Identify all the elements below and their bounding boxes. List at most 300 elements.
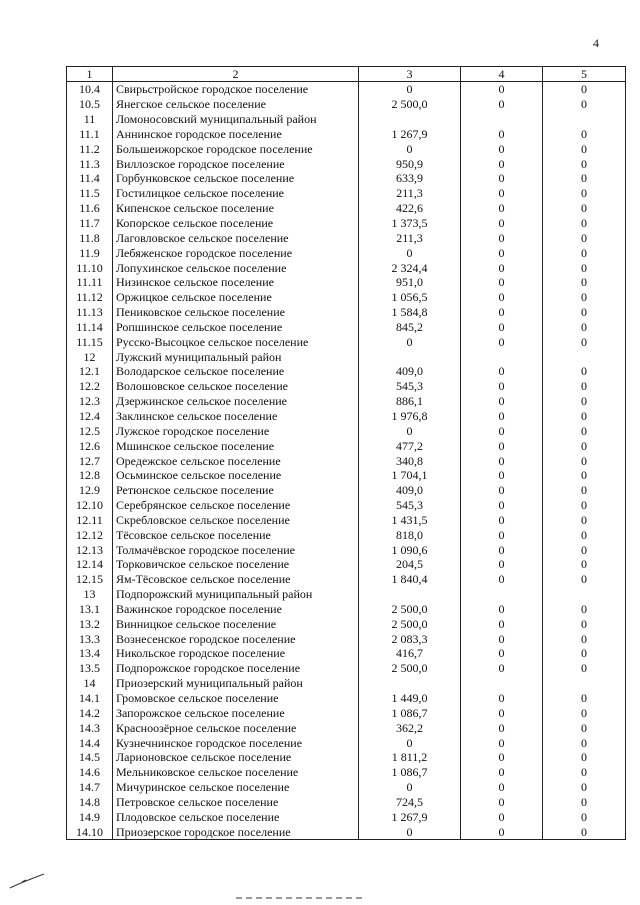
settlement-name-cell: Русско-Высоцкое сельское поселение xyxy=(113,334,359,349)
column-4-cell: 0 xyxy=(461,127,543,142)
column-4-cell: 0 xyxy=(461,824,543,839)
settlement-name-cell: Ломоносовский муниципальный район xyxy=(113,112,359,127)
column-4-cell xyxy=(461,676,543,691)
amount-cell xyxy=(359,112,461,127)
column-5-cell: 0 xyxy=(543,438,626,453)
column-5-cell: 0 xyxy=(543,735,626,750)
settlement-name-cell: Мшинское сельское поселение xyxy=(113,438,359,453)
row-number-cell: 12.13 xyxy=(67,542,113,557)
column-5-cell: 0 xyxy=(543,542,626,557)
amount-cell: 409,0 xyxy=(359,483,461,498)
table-row xyxy=(67,334,626,349)
column-5-cell: 0 xyxy=(543,631,626,646)
row-number-cell: 12.4 xyxy=(67,409,113,424)
column-5-cell: 0 xyxy=(543,409,626,424)
row-number-cell: 11.15 xyxy=(67,334,113,349)
settlement-name-cell: Лаговловское сельское поселение xyxy=(113,230,359,245)
column-4-cell: 0 xyxy=(461,82,543,97)
row-number-cell: 11.7 xyxy=(67,216,113,231)
row-number-cell: 11.12 xyxy=(67,290,113,305)
row-number-cell: 11.4 xyxy=(67,171,113,186)
amount-cell: 1 373,5 xyxy=(359,216,461,231)
column-5-cell: 0 xyxy=(543,824,626,839)
amount-cell: 1 811,2 xyxy=(359,750,461,765)
settlement-name-cell: Пениковское сельское поселение xyxy=(113,305,359,320)
column-4-cell: 0 xyxy=(461,483,543,498)
table-row xyxy=(67,557,626,572)
column-4-cell: 0 xyxy=(461,809,543,824)
row-number-cell: 11.6 xyxy=(67,201,113,216)
settlement-name-cell: Приозерское городское поселение xyxy=(113,824,359,839)
table-row xyxy=(67,468,626,483)
column-4-cell: 0 xyxy=(461,409,543,424)
amount-cell: 0 xyxy=(359,334,461,349)
column-5-cell: 0 xyxy=(543,498,626,513)
amount-cell: 633,9 xyxy=(359,171,461,186)
column-5-cell: 0 xyxy=(543,527,626,542)
row-number-cell: 11.3 xyxy=(67,156,113,171)
table-row xyxy=(67,260,626,275)
amount-cell: 1 086,7 xyxy=(359,705,461,720)
column-4-cell: 0 xyxy=(461,260,543,275)
row-number-cell: 14.2 xyxy=(67,705,113,720)
settlement-name-cell: Скребловское сельское поселение xyxy=(113,512,359,527)
amount-cell: 1 976,8 xyxy=(359,409,461,424)
row-number-cell: 12.5 xyxy=(67,423,113,438)
row-number-cell: 12.7 xyxy=(67,453,113,468)
row-number-cell: 11.13 xyxy=(67,305,113,320)
amount-cell: 211,3 xyxy=(359,230,461,245)
column-4-cell: 0 xyxy=(461,602,543,617)
row-number-cell: 14.8 xyxy=(67,795,113,810)
row-number-cell: 14.5 xyxy=(67,750,113,765)
row-number-cell: 12.1 xyxy=(67,364,113,379)
column-5-cell xyxy=(543,349,626,364)
column-5-cell: 0 xyxy=(543,765,626,780)
column-5-cell: 0 xyxy=(543,245,626,260)
amount-cell: 362,2 xyxy=(359,720,461,735)
row-number-cell: 11 xyxy=(67,112,113,127)
settlement-name-cell: Ропшинское сельское поселение xyxy=(113,320,359,335)
amount-cell: 0 xyxy=(359,82,461,97)
column-4-cell: 0 xyxy=(461,616,543,631)
table-row xyxy=(67,423,626,438)
row-number-cell: 13.2 xyxy=(67,616,113,631)
table-body xyxy=(67,82,626,840)
column-5-cell: 0 xyxy=(543,82,626,97)
amount-cell: 0 xyxy=(359,780,461,795)
amount-cell: 2 324,4 xyxy=(359,260,461,275)
column-4-cell: 0 xyxy=(461,334,543,349)
column-5-cell: 0 xyxy=(543,616,626,631)
column-4-cell: 0 xyxy=(461,438,543,453)
amount-cell: 1 056,5 xyxy=(359,290,461,305)
row-number-cell: 11.14 xyxy=(67,320,113,335)
column-4-cell: 0 xyxy=(461,186,543,201)
row-number-cell: 12.14 xyxy=(67,557,113,572)
scan-artifact xyxy=(236,897,366,899)
column-5-cell: 0 xyxy=(543,364,626,379)
settlement-name-cell: Виллозское городское поселение xyxy=(113,156,359,171)
column-4-cell: 0 xyxy=(461,97,543,112)
row-number-cell: 10.4 xyxy=(67,82,113,97)
amount-cell: 2 500,0 xyxy=(359,97,461,112)
amount-cell: 2 083,3 xyxy=(359,631,461,646)
column-5-cell: 0 xyxy=(543,275,626,290)
table-row xyxy=(67,201,626,216)
row-number-cell: 14.9 xyxy=(67,809,113,824)
table-row xyxy=(67,780,626,795)
settlement-name-cell: Плодовское сельское поселение xyxy=(113,809,359,824)
column-4-cell: 0 xyxy=(461,245,543,260)
row-number-cell: 12.3 xyxy=(67,394,113,409)
settlement-name-cell: Петровское сельское поселение xyxy=(113,795,359,810)
table-row xyxy=(67,616,626,631)
table-row xyxy=(67,453,626,468)
column-4-cell: 0 xyxy=(461,720,543,735)
column-5-cell: 0 xyxy=(543,141,626,156)
table-row xyxy=(67,676,626,691)
column-5-cell: 0 xyxy=(543,127,626,142)
settlement-name-cell: Лужский муниципальный район xyxy=(113,349,359,364)
column-5-cell: 0 xyxy=(543,691,626,706)
table-row xyxy=(67,409,626,424)
column-5-cell: 0 xyxy=(543,468,626,483)
column-5-cell: 0 xyxy=(543,320,626,335)
row-number-cell: 14.6 xyxy=(67,765,113,780)
column-5-cell: 0 xyxy=(543,186,626,201)
table-header xyxy=(67,67,626,82)
settlement-name-cell: Ларионовское сельское поселение xyxy=(113,750,359,765)
table-row xyxy=(67,216,626,231)
settlement-name-cell: Вознесенское городское поселение xyxy=(113,631,359,646)
table-row xyxy=(67,809,626,824)
column-4-cell: 0 xyxy=(461,364,543,379)
column-4-cell: 0 xyxy=(461,572,543,587)
row-number-cell: 11.1 xyxy=(67,127,113,142)
column-5-cell: 0 xyxy=(543,97,626,112)
settlement-name-cell: Кипенское сельское поселение xyxy=(113,201,359,216)
column-4-cell: 0 xyxy=(461,290,543,305)
table-row xyxy=(67,82,626,97)
column-5-cell: 0 xyxy=(543,720,626,735)
column-5-cell: 0 xyxy=(543,260,626,275)
row-number-cell: 14.1 xyxy=(67,691,113,706)
row-number-cell: 12.2 xyxy=(67,379,113,394)
amount-cell: 886,1 xyxy=(359,394,461,409)
column-4-cell: 0 xyxy=(461,527,543,542)
column-5-cell xyxy=(543,112,626,127)
column-5-cell: 0 xyxy=(543,512,626,527)
row-number-cell: 12.8 xyxy=(67,468,113,483)
amount-cell: 1 431,5 xyxy=(359,512,461,527)
amount-cell: 1 267,9 xyxy=(359,809,461,824)
settlement-name-cell: Свирьстройское городское поселение xyxy=(113,82,359,97)
table-row xyxy=(67,705,626,720)
column-4-cell: 0 xyxy=(461,780,543,795)
amount-cell xyxy=(359,349,461,364)
column-5-cell: 0 xyxy=(543,750,626,765)
row-number-cell: 13.1 xyxy=(67,602,113,617)
page-number: 4 xyxy=(593,36,599,50)
column-4-cell xyxy=(461,587,543,602)
row-number-cell: 14.7 xyxy=(67,780,113,795)
column-4-cell xyxy=(461,349,543,364)
column-4-cell: 0 xyxy=(461,379,543,394)
settlement-name-cell: Запорожское сельское поселение xyxy=(113,705,359,720)
table-row xyxy=(67,735,626,750)
settlement-name-cell: Кузнечнинское городское поселение xyxy=(113,735,359,750)
table-row xyxy=(67,527,626,542)
column-4-cell: 0 xyxy=(461,750,543,765)
table-row xyxy=(67,795,626,810)
settlement-name-cell: Красноозёрное сельское поселение xyxy=(113,720,359,735)
row-number-cell: 14 xyxy=(67,676,113,691)
settlement-name-cell: Оржицкое сельское поселение xyxy=(113,290,359,305)
amount-cell xyxy=(359,676,461,691)
column-4-cell xyxy=(461,112,543,127)
column-5-cell: 0 xyxy=(543,809,626,824)
row-number-cell: 11.8 xyxy=(67,230,113,245)
column-5-cell: 0 xyxy=(543,230,626,245)
table-row xyxy=(67,720,626,735)
column-5-cell: 0 xyxy=(543,216,626,231)
table-row xyxy=(67,512,626,527)
column-5-cell: 0 xyxy=(543,795,626,810)
column-4-cell: 0 xyxy=(461,141,543,156)
settlement-name-cell: Большеижорское городское поселение xyxy=(113,141,359,156)
settlement-name-cell: Копорское сельское поселение xyxy=(113,216,359,231)
amount-cell: 2 500,0 xyxy=(359,602,461,617)
table-row xyxy=(67,349,626,364)
column-5-cell: 0 xyxy=(543,201,626,216)
column-4-cell: 0 xyxy=(461,661,543,676)
row-number-cell: 12.11 xyxy=(67,512,113,527)
amount-cell: 724,5 xyxy=(359,795,461,810)
column-5-cell: 0 xyxy=(543,557,626,572)
table-row xyxy=(67,156,626,171)
header-row xyxy=(67,67,626,82)
column-5-cell: 0 xyxy=(543,661,626,676)
settlement-name-cell: Дзержинское сельское поселение xyxy=(113,394,359,409)
settlement-name-cell: Лебяженское городское поселение xyxy=(113,245,359,260)
table-row xyxy=(67,765,626,780)
settlement-name-cell: Низинское сельское поселение xyxy=(113,275,359,290)
amount-cell xyxy=(359,587,461,602)
row-number-cell: 13.4 xyxy=(67,646,113,661)
settlement-name-cell: Торковичское сельское поселение xyxy=(113,557,359,572)
column-4-cell: 0 xyxy=(461,468,543,483)
amount-cell: 1 704,1 xyxy=(359,468,461,483)
column-4-cell: 0 xyxy=(461,320,543,335)
settlement-name-cell: Подпорожский муниципальный район xyxy=(113,587,359,602)
table-row xyxy=(67,141,626,156)
column-5-cell: 0 xyxy=(543,171,626,186)
amount-cell: 0 xyxy=(359,735,461,750)
settlement-name-cell: Ретюнское сельское поселение xyxy=(113,483,359,498)
row-number-cell: 13 xyxy=(67,587,113,602)
table-row xyxy=(67,394,626,409)
column-4-cell: 0 xyxy=(461,765,543,780)
column-4-cell: 0 xyxy=(461,646,543,661)
table-row xyxy=(67,483,626,498)
table-row xyxy=(67,275,626,290)
column-4-cell: 0 xyxy=(461,201,543,216)
table-row xyxy=(67,602,626,617)
table-row xyxy=(67,750,626,765)
row-number-cell: 14.4 xyxy=(67,735,113,750)
column-5-cell: 0 xyxy=(543,646,626,661)
amount-cell: 1 840,4 xyxy=(359,572,461,587)
column-5-cell: 0 xyxy=(543,705,626,720)
amount-cell: 818,0 xyxy=(359,527,461,542)
column-header-3: 3 xyxy=(359,67,461,82)
row-number-cell: 11.9 xyxy=(67,245,113,260)
amount-cell: 477,2 xyxy=(359,438,461,453)
table-row xyxy=(67,171,626,186)
amount-cell: 422,6 xyxy=(359,201,461,216)
table-row xyxy=(67,587,626,602)
amount-cell: 1 267,9 xyxy=(359,127,461,142)
amount-cell: 211,3 xyxy=(359,186,461,201)
table-row xyxy=(67,364,626,379)
settlement-name-cell: Осьминское сельское поселение xyxy=(113,468,359,483)
settlement-name-cell: Янегское сельское поселение xyxy=(113,97,359,112)
allocation-table xyxy=(66,66,626,840)
settlement-name-cell: Лужское городское поселение xyxy=(113,423,359,438)
row-number-cell: 12 xyxy=(67,349,113,364)
row-number-cell: 11.10 xyxy=(67,260,113,275)
column-4-cell: 0 xyxy=(461,557,543,572)
row-number-cell: 12.15 xyxy=(67,572,113,587)
table-row xyxy=(67,245,626,260)
row-number-cell: 13.3 xyxy=(67,631,113,646)
column-5-cell: 0 xyxy=(543,423,626,438)
amount-cell: 1 449,0 xyxy=(359,691,461,706)
amount-cell: 409,0 xyxy=(359,364,461,379)
table-row xyxy=(67,290,626,305)
table-row xyxy=(67,572,626,587)
row-number-cell: 14.10 xyxy=(67,824,113,839)
settlement-name-cell: Тёсовское сельское поселение xyxy=(113,527,359,542)
amount-cell: 845,2 xyxy=(359,320,461,335)
amount-cell: 545,3 xyxy=(359,379,461,394)
amount-cell: 0 xyxy=(359,824,461,839)
settlement-name-cell: Приозерский муниципальный район xyxy=(113,676,359,691)
table-row xyxy=(67,542,626,557)
settlement-name-cell: Ям-Тёсовское сельское поселение xyxy=(113,572,359,587)
amount-cell: 204,5 xyxy=(359,557,461,572)
column-header-2: 2 xyxy=(113,67,359,82)
amount-cell: 1 584,8 xyxy=(359,305,461,320)
column-4-cell: 0 xyxy=(461,394,543,409)
table-row xyxy=(67,498,626,513)
column-4-cell: 0 xyxy=(461,453,543,468)
amount-cell: 2 500,0 xyxy=(359,616,461,631)
signature-mark xyxy=(8,868,48,892)
row-number-cell: 12.12 xyxy=(67,527,113,542)
table-row xyxy=(67,186,626,201)
settlement-name-cell: Аннинское городское поселение xyxy=(113,127,359,142)
table-row xyxy=(67,230,626,245)
row-number-cell: 13.5 xyxy=(67,661,113,676)
amount-cell: 951,0 xyxy=(359,275,461,290)
table-row xyxy=(67,379,626,394)
table-row xyxy=(67,661,626,676)
amount-cell: 0 xyxy=(359,423,461,438)
table-row xyxy=(67,824,626,839)
row-number-cell: 12.10 xyxy=(67,498,113,513)
settlement-name-cell: Важинское городское поселение xyxy=(113,602,359,617)
settlement-name-cell: Толмачёвское городское поселение xyxy=(113,542,359,557)
settlement-name-cell: Лопухинское сельское поселение xyxy=(113,260,359,275)
amount-cell: 545,3 xyxy=(359,498,461,513)
settlement-name-cell: Громовское сельское поселение xyxy=(113,691,359,706)
column-4-cell: 0 xyxy=(461,305,543,320)
column-4-cell: 0 xyxy=(461,216,543,231)
column-4-cell: 0 xyxy=(461,542,543,557)
column-5-cell: 0 xyxy=(543,394,626,409)
table-row xyxy=(67,438,626,453)
column-header-5: 5 xyxy=(543,67,626,82)
amount-cell: 416,7 xyxy=(359,646,461,661)
amount-cell: 1 090,6 xyxy=(359,542,461,557)
column-5-cell: 0 xyxy=(543,780,626,795)
column-5-cell xyxy=(543,587,626,602)
column-5-cell: 0 xyxy=(543,572,626,587)
settlement-name-cell: Горбунковское сельское поселение xyxy=(113,171,359,186)
amount-cell: 0 xyxy=(359,141,461,156)
table-row xyxy=(67,320,626,335)
settlement-name-cell: Володарское сельское поселение xyxy=(113,364,359,379)
column-header-1: 1 xyxy=(67,67,113,82)
table-row xyxy=(67,646,626,661)
settlement-name-cell: Заклинское сельское поселение xyxy=(113,409,359,424)
amount-cell: 950,9 xyxy=(359,156,461,171)
column-5-cell: 0 xyxy=(543,156,626,171)
table-row xyxy=(67,97,626,112)
column-4-cell: 0 xyxy=(461,705,543,720)
settlement-name-cell: Мельниковское сельское поселение xyxy=(113,765,359,780)
column-5-cell xyxy=(543,676,626,691)
amount-cell: 1 086,7 xyxy=(359,765,461,780)
table-row xyxy=(67,112,626,127)
table-row xyxy=(67,305,626,320)
row-number-cell: 14.3 xyxy=(67,720,113,735)
table-row xyxy=(67,691,626,706)
column-4-cell: 0 xyxy=(461,230,543,245)
row-number-cell: 11.11 xyxy=(67,275,113,290)
settlement-name-cell: Гостилицкое сельское поселение xyxy=(113,186,359,201)
amount-cell: 0 xyxy=(359,245,461,260)
settlement-name-cell: Подпорожское городское поселение xyxy=(113,661,359,676)
row-number-cell: 11.2 xyxy=(67,141,113,156)
column-5-cell: 0 xyxy=(543,290,626,305)
column-4-cell: 0 xyxy=(461,691,543,706)
column-4-cell: 0 xyxy=(461,512,543,527)
column-4-cell: 0 xyxy=(461,735,543,750)
settlement-name-cell: Никольское городское поселение xyxy=(113,646,359,661)
row-number-cell: 12.6 xyxy=(67,438,113,453)
settlement-name-cell: Оредежское сельское поселение xyxy=(113,453,359,468)
column-5-cell: 0 xyxy=(543,305,626,320)
column-4-cell: 0 xyxy=(461,631,543,646)
column-5-cell: 0 xyxy=(543,379,626,394)
table-row xyxy=(67,127,626,142)
amount-cell: 2 500,0 xyxy=(359,661,461,676)
settlement-name-cell: Серебрянское сельское поселение xyxy=(113,498,359,513)
column-4-cell: 0 xyxy=(461,498,543,513)
